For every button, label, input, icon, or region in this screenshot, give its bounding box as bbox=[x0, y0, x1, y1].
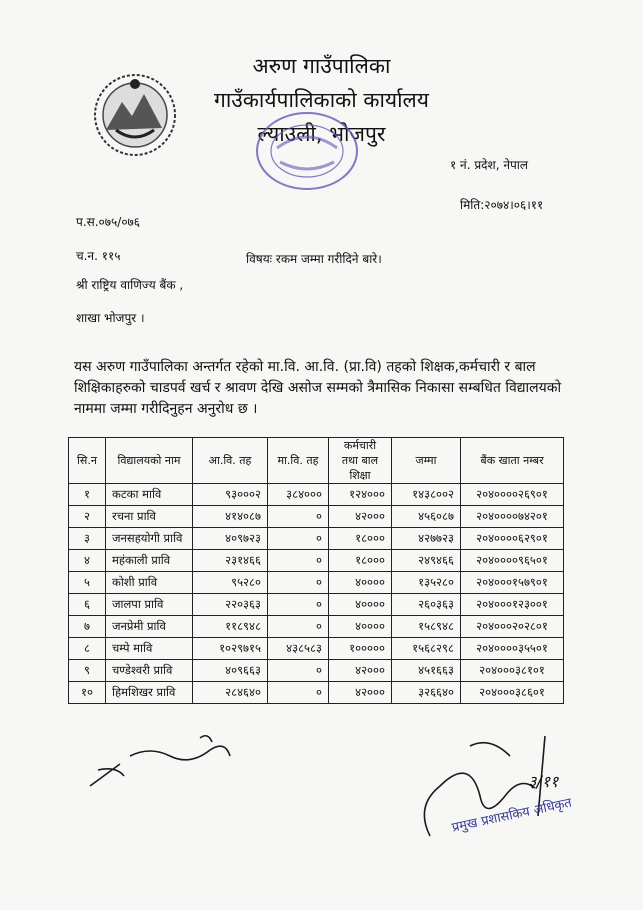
left-signature-icon bbox=[80, 726, 250, 796]
fiscal-year: प.स.०७५/०७६ bbox=[76, 215, 141, 229]
letter-subject: विषयः रकम जम्मा गरीदिने बारे। bbox=[246, 252, 382, 266]
office-name: अरुण गाउँपालिका bbox=[252, 54, 391, 78]
header-school-name: विद्यालयको नाम bbox=[106, 438, 193, 484]
recipient-branch: शाखा भोजपुर । bbox=[76, 311, 145, 325]
cell-account: २०४००००९६५०१ bbox=[461, 550, 564, 572]
header-sn: सि.न bbox=[69, 438, 106, 484]
cell-maavi: ३८४००० bbox=[268, 484, 329, 506]
header-maavi: मा.वि. तह bbox=[268, 438, 329, 484]
office-stamp-icon bbox=[252, 106, 362, 196]
letter-body: यस अरुण गाउँपालिका अन्तर्गत रहेको मा.वि. आ.वि. (प्रा.वि) तहको शिक्षक,कर्मचारी र बाल शिक्षिकाहरुको चाडपर्व खर्च र श्रावण देखि असोज सम्मको त्रैमासिक निकासा सम्बधित विद्यालयको नाममा जम्मा गरीदिनुहन अनुरोध छ । bbox=[74, 359, 562, 417]
cell-school-name: जालपा प्रावि bbox=[106, 594, 193, 616]
cell-total: ४५१६६३ bbox=[392, 660, 461, 682]
cell-sn: ३ bbox=[69, 528, 106, 550]
cell-maavi: ० bbox=[268, 572, 329, 594]
table-row bbox=[69, 506, 564, 528]
table-row bbox=[69, 682, 564, 704]
header-aavi: आ.वि. तह bbox=[193, 438, 268, 484]
cell-maavi: ० bbox=[268, 506, 329, 528]
cell-school-name: जनसहयोगी प्रावि bbox=[106, 528, 193, 550]
recipient-bank: श्री राष्ट्रिय वाणिज्य बैंक , bbox=[76, 278, 184, 292]
allocation-table bbox=[68, 437, 564, 704]
cell-staff: ४२००० bbox=[329, 682, 392, 704]
cell-account: २०४०००१५७९०१ bbox=[461, 572, 564, 594]
cell-account: २०४०००३८१०१ bbox=[461, 660, 564, 682]
cell-staff: १२४००० bbox=[329, 484, 392, 506]
letter-date: मिति:२०७४।०६।११ bbox=[460, 198, 544, 212]
table-row bbox=[69, 550, 564, 572]
table-header-row bbox=[69, 438, 564, 484]
province-label: १ नं. प्रदेश, नेपाल bbox=[450, 158, 529, 172]
table-row bbox=[69, 528, 564, 550]
cell-aavi: ४१४०८७ bbox=[193, 506, 268, 528]
cell-staff: ४२००० bbox=[329, 506, 392, 528]
cell-total: १५८९४८ bbox=[392, 616, 461, 638]
header-account: बैंक खाता नम्बर bbox=[461, 438, 564, 484]
cell-school-name: कटका मावि bbox=[106, 484, 193, 506]
cell-account: २०४०००१२३००१ bbox=[461, 594, 564, 616]
cell-staff: १८००० bbox=[329, 550, 392, 572]
signature-title: प्रमुख प्रशासकिय अधिकृत bbox=[450, 795, 574, 836]
cell-total: २६०३६३ bbox=[392, 594, 461, 616]
header-staff: कर्मचारी तथा बाल शिक्षा bbox=[329, 438, 392, 484]
cell-total: १३५२८० bbox=[392, 572, 461, 594]
dispatch-number: च.न. ११५ bbox=[76, 249, 121, 263]
table-row bbox=[69, 638, 564, 660]
table-row bbox=[69, 616, 564, 638]
cell-account: २०४००००७४२०१ bbox=[461, 506, 564, 528]
cell-account: २०४००००२६९०१ bbox=[461, 484, 564, 506]
cell-staff: ४०००० bbox=[329, 572, 392, 594]
cell-maavi: ० bbox=[268, 616, 329, 638]
cell-total: १५६८२९८ bbox=[392, 638, 461, 660]
table-row bbox=[69, 484, 564, 506]
cell-account: २०४०००३८६०१ bbox=[461, 682, 564, 704]
cell-staff: १८००० bbox=[329, 528, 392, 550]
cell-total: २४९४६६ bbox=[392, 550, 461, 572]
cell-total: १४३८००२ bbox=[392, 484, 461, 506]
cell-maavi: ४३८५८३ bbox=[268, 638, 329, 660]
signature-date: ३/११ bbox=[528, 772, 559, 791]
table-row bbox=[69, 594, 564, 616]
table-row bbox=[69, 572, 564, 594]
cell-school-name: हिमशिखर प्रावि bbox=[106, 682, 193, 704]
cell-total: ४२७७२३ bbox=[392, 528, 461, 550]
cell-school-name: रचना प्रावि bbox=[106, 506, 193, 528]
cell-account: २०४००००३५५०१ bbox=[461, 638, 564, 660]
cell-aavi: ९३०००२ bbox=[193, 484, 268, 506]
cell-school-name: चण्डेश्वरी प्रावि bbox=[106, 660, 193, 682]
cell-aavi: २२०३६३ bbox=[193, 594, 268, 616]
cell-staff: ४०००० bbox=[329, 616, 392, 638]
cell-school-name: महंकाली प्रावि bbox=[106, 550, 193, 572]
cell-maavi: ० bbox=[268, 682, 329, 704]
cell-aavi: २८४६४० bbox=[193, 682, 268, 704]
cell-sn: १ bbox=[69, 484, 106, 506]
cell-total: ४५६०८७ bbox=[392, 506, 461, 528]
cell-aavi: ४०९६६३ bbox=[193, 660, 268, 682]
cell-maavi: ० bbox=[268, 550, 329, 572]
cell-sn: ५ bbox=[69, 572, 106, 594]
office-title: गाउँकार्यपालिकाको कार्यालय bbox=[214, 88, 429, 112]
cell-maavi: ० bbox=[268, 660, 329, 682]
cell-school-name: जनप्रेमी प्रावि bbox=[106, 616, 193, 638]
cell-aavi: २३१४६६ bbox=[193, 550, 268, 572]
cell-aavi: ११८९४८ bbox=[193, 616, 268, 638]
cell-account: २०४००००६२९०१ bbox=[461, 528, 564, 550]
cell-sn: ४ bbox=[69, 550, 106, 572]
cell-aavi: ४०९७२३ bbox=[193, 528, 268, 550]
cell-sn: २ bbox=[69, 506, 106, 528]
cell-school-name: चम्पे मावि bbox=[106, 638, 193, 660]
cell-staff: १००००० bbox=[329, 638, 392, 660]
header-total: जम्मा bbox=[392, 438, 461, 484]
cell-staff: ४०००० bbox=[329, 594, 392, 616]
cell-sn: १० bbox=[69, 682, 106, 704]
cell-sn: ७ bbox=[69, 616, 106, 638]
table-row bbox=[69, 660, 564, 682]
cell-maavi: ० bbox=[268, 528, 329, 550]
cell-sn: ६ bbox=[69, 594, 106, 616]
cell-sn: ८ bbox=[69, 638, 106, 660]
cell-total: ३२६६४० bbox=[392, 682, 461, 704]
cell-aavi: १०२९७१५ bbox=[193, 638, 268, 660]
cell-sn: ९ bbox=[69, 660, 106, 682]
cell-account: २०४०००२०२८०१ bbox=[461, 616, 564, 638]
office-location: ल्याउली, भोजपुर bbox=[257, 122, 386, 146]
nepal-emblem-icon bbox=[92, 72, 178, 158]
cell-aavi: ९५२८० bbox=[193, 572, 268, 594]
cell-maavi: ० bbox=[268, 594, 329, 616]
cell-staff: ४२००० bbox=[329, 660, 392, 682]
cell-school-name: कोशी प्रावि bbox=[106, 572, 193, 594]
